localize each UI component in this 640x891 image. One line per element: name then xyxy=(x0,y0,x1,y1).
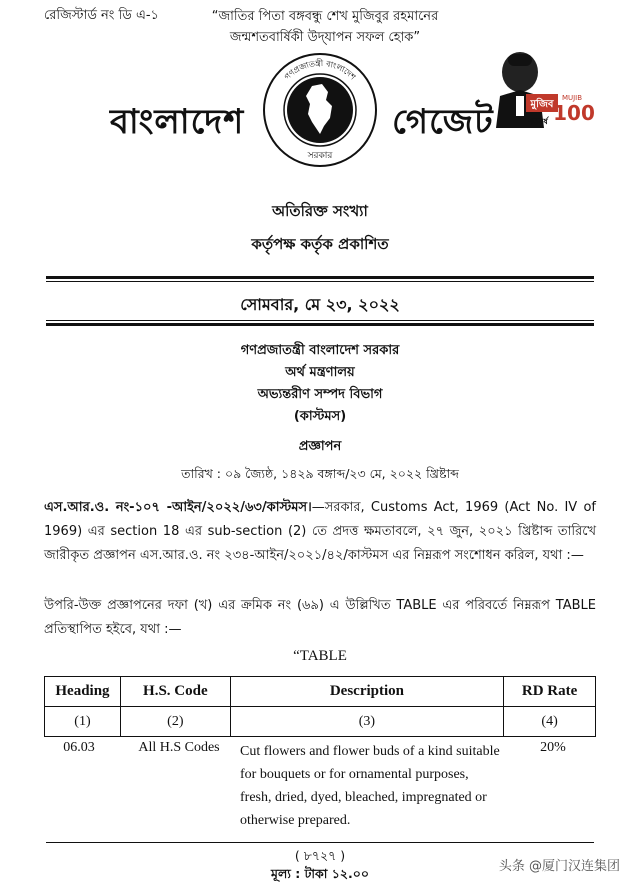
mujib-100-logo-icon xyxy=(486,40,596,128)
col-hs-code: H.S. Code xyxy=(120,677,230,707)
col-number-1: (1) xyxy=(45,707,121,737)
row-description: Cut flowers and flower buds of a kind suitable for bouquets or for ornamental purposes, fresh, dried, dyed, bleached, impregnated or otherwise prepared. xyxy=(240,744,500,828)
bottom-rule-thin xyxy=(46,320,594,321)
rd-rate-table xyxy=(44,676,596,737)
logo-text-main: মুজিব xyxy=(530,99,554,110)
sro-body: —সরকার, Customs Act, 1969 (Act No. IV of 1969) এর section 18 এর sub-section (2) তে প্রদত্ত ক্ষমতাবলে, ২৭ জুন, ২০২১ খ্রিষ্টাব্দ তারিখে জারীকৃত প্রজ্ঞাপন এস.আর.ও. নং ২৩৪-আইন/২০২১/৪২/কাস্টমস এর নিম্নরূপ সংশোধন করিল, যথা :— xyxy=(44,500,596,563)
seal-top-text: গণপ্রজাতন্ত্রী বাংলাদেশ xyxy=(282,58,358,82)
col-description: Description xyxy=(230,677,503,707)
col-number-4: (4) xyxy=(504,707,596,737)
notification-title: প্রজ্ঞাপন xyxy=(298,439,342,454)
issue-date: সোমবার, মে ২৩, ২০২২ xyxy=(240,295,400,314)
registration-number: রেজিস্টার্ড নং ডি এ-১ xyxy=(44,8,159,23)
row-rd-rate: 20% xyxy=(540,740,566,755)
price-label: মূল্য : টাকা ১২.০০ xyxy=(271,866,369,881)
sro-paragraph xyxy=(44,496,596,568)
notification-date: তারিখ : ০৯ জ্যৈষ্ঠ, ১৪২৯ বঙ্গাব্দ/২৩ মে, ২০২২ খ্রিষ্টাব্দ xyxy=(181,466,459,481)
table-heading: “TABLE xyxy=(293,648,347,664)
ministry-block xyxy=(0,340,640,428)
ministry-name: অর্থ মন্ত্রণালয় xyxy=(285,365,355,380)
seal-bottom-text: সরকার xyxy=(307,151,333,161)
col-rd-rate: RD Rate xyxy=(504,677,596,707)
row-heading: 06.03 xyxy=(63,740,95,755)
amendment-paragraph: উপরি-উক্ত প্রজ্ঞাপনের দফা (খ) এর ক্রমিক নং (৬৯) এ উল্লিখিত TABLE এর পরিবর্তে নিম্নরূপ TABLE প্রতিস্থাপিত হইবে, যথা :— xyxy=(44,598,596,637)
col-heading: Heading xyxy=(45,677,121,707)
col-number-2: (2) xyxy=(120,707,230,737)
gazette-title-right: গেজেট xyxy=(392,102,494,142)
top-rule xyxy=(46,276,594,279)
gazette-title-left: বাংলাদেশ xyxy=(110,102,245,142)
footer-rule xyxy=(46,842,594,843)
government-name: গণপ্রজাতন্ত্রী বাংলাদেশ সরকার xyxy=(240,343,400,358)
table-header-row xyxy=(45,677,596,707)
bottom-rule xyxy=(46,323,594,326)
watermark: 头条 @厦门汉连集团 xyxy=(498,859,620,874)
extra-issue-label: অতিরিক্ত সংখ্যা xyxy=(272,202,368,220)
logo-text-sub: শতবর্ষ xyxy=(528,117,548,126)
top-rule-thin xyxy=(46,281,594,282)
section-name: (কাস্টমস) xyxy=(293,409,347,424)
logo-text-en: MUJIB xyxy=(561,94,583,102)
quote-line-1: “জাতির পিতা বঙ্গবন্ধু শেখ মুজিবুর রহমানের xyxy=(211,9,439,24)
division-name: অভ্যন্তরীণ সম্পদ বিভাগ xyxy=(257,387,383,402)
government-seal-icon xyxy=(262,52,378,168)
table-number-row xyxy=(45,707,596,737)
page-number: ( ৮৭২৭ ) xyxy=(294,848,346,863)
header-quote xyxy=(200,6,450,48)
row-hs-code: All H.S Codes xyxy=(138,740,220,755)
quote-line-2: জন্মশতবার্ষিকী উদ্‌যাপন সফল হোক” xyxy=(229,30,421,45)
sro-number: এস.আর.ও. নং-১০৭ -আইন/২০২২/৬৩/কাস্টমস। xyxy=(44,500,312,515)
col-number-3: (3) xyxy=(230,707,503,737)
logo-number: 100 xyxy=(553,101,595,125)
published-by-label: কর্তৃপক্ষ কর্তৃক প্রকাশিত xyxy=(251,235,389,253)
